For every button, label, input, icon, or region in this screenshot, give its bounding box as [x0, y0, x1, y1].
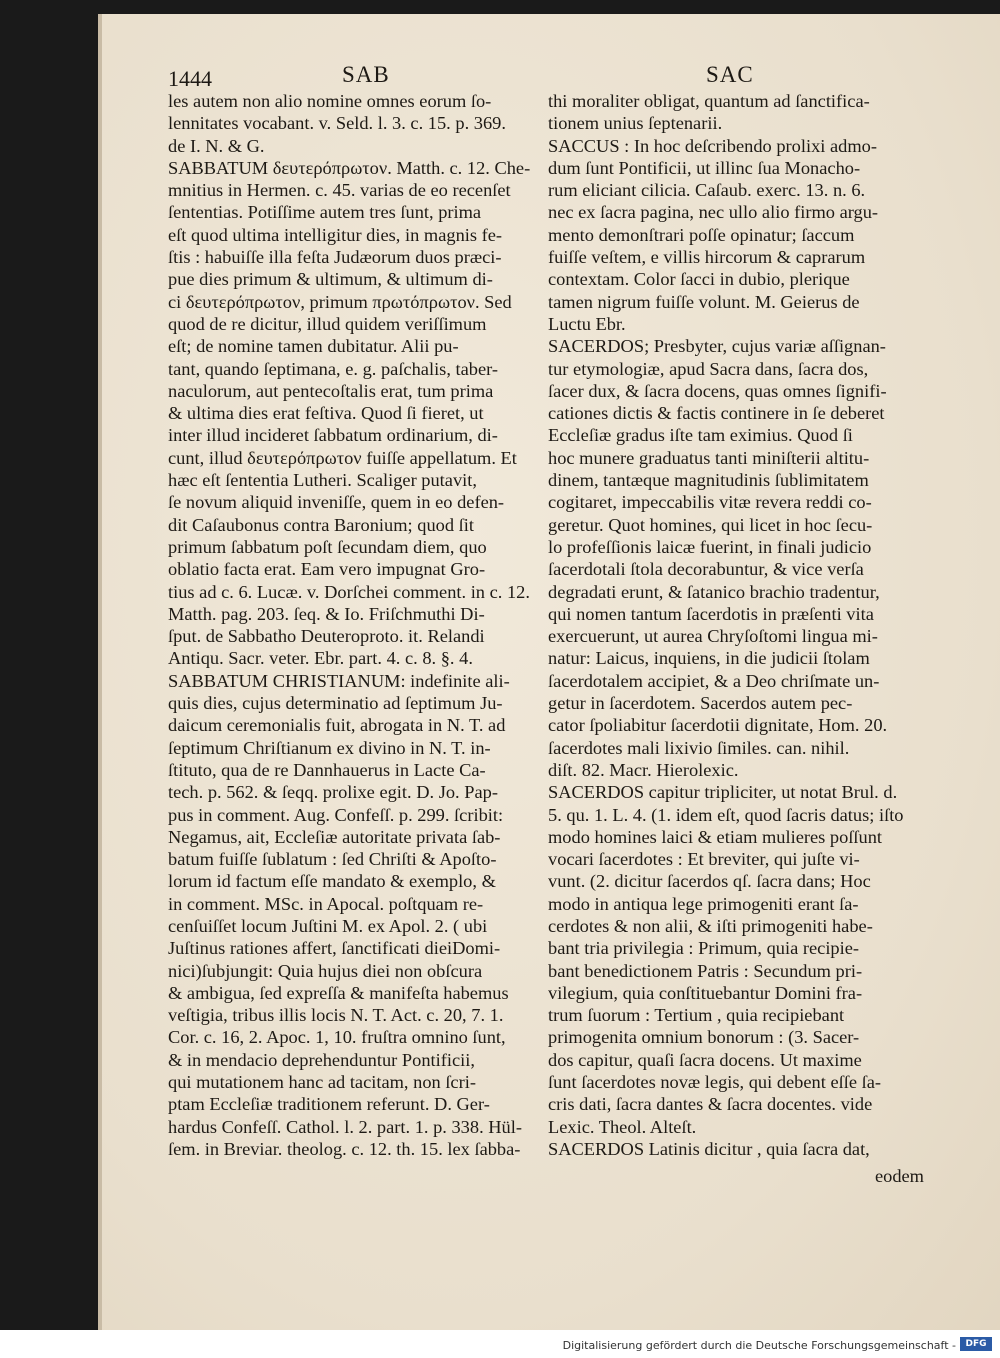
text-line: cunt, illud δευτερόπρωτον fuiſſe appellatum. Et [168, 447, 517, 468]
text-line: SACERDOS Latinis dicitur , quia ſacra dat, [548, 1138, 870, 1159]
text-line: tamen nigrum fuiſſe volunt. M. Geierus de [548, 291, 860, 312]
text-line: lennitates vocabant. v. Seld. l. 3. c. 15. p. 369. [168, 113, 506, 134]
text-line: naculorum, aut pentecoſtalis erat, tum prima [168, 380, 494, 401]
text-line: ſe novum aliquid inveniſſe, quem in eo defen- [168, 492, 505, 513]
text-line: 5. qu. 1. L. 4. (1. idem eſt, quod ſacris datus; iſto [548, 804, 904, 825]
text-line: ſtituto, qua de re Dannhauerus in Lacte Ca- [168, 759, 486, 780]
text-line: dos capitur, quaſi ſacra docens. Ut maxime [548, 1049, 862, 1070]
text-line: dit Caſaubonus contra Baronium; quod ſit [168, 514, 474, 535]
text-line: tionem unius ſeptenarii. [548, 113, 723, 134]
funding-credit: Digitalisierung gefördert durch die Deutsche Forschungsgemeinschaft - [562, 1339, 956, 1352]
text-line: diſt. 82. Macr. Hierolexic. [548, 759, 739, 780]
text-line: ſeptimum Chriſtianum ex divino in N. T. in- [168, 737, 491, 758]
text-line: tech. p. 562. & ſeqq. prolixe egit. D. Jo. Pap- [168, 782, 498, 803]
text-line: Eccleſiæ gradus iſte tam eximius. Quod ſi [548, 425, 853, 446]
text-line: Antiqu. Sacr. veter. Ebr. part. 4. c. 8. §. 4. [168, 648, 473, 669]
text-line: pus in comment. Aug. Confeſſ. p. 299. ſcribit: [168, 804, 504, 825]
text-line: cogitaret, impeccabilis vitæ revera reddi co- [548, 492, 872, 513]
text-line: quod de re dicitur, illud quidem veriſſimum [168, 313, 487, 334]
running-head-left: SAB [342, 62, 390, 87]
text-line: Juſtinus rationes affert, ſanctificati dieiDomi- [168, 938, 501, 959]
text-line: cationes dictis & factis continere in ſe deberet [548, 403, 885, 424]
text-line: trum ſuorum : Tertium , quia recipiebant [548, 1005, 845, 1026]
text-line: SACCUS : In hoc deſcribendo prolixi admo- [548, 135, 877, 156]
page-number: 1444 [168, 66, 212, 91]
text-line: rum eliciant cilicia. Caſaub. exerc. 13. n. 6. [548, 180, 866, 201]
running-head-right: SAC [706, 62, 754, 87]
text-line: bant tria privilegia : Primum, quia recipie- [548, 938, 860, 959]
catchword: eodem [874, 1166, 924, 1186]
text-line: mnitius in Hermen. c. 45. varias de eo recenſet [168, 180, 511, 201]
text-line: SABBATUM CHRISTIANUM: indefinite ali- [168, 670, 510, 691]
text-line: hoc munere graduatus tanti miniſterii altitu- [548, 447, 870, 468]
text-line: getur in ſacerdotem. Sacerdos autem pec- [548, 693, 853, 714]
text-line: oblatio facta erat. Eam vero impugnat Gro- [168, 559, 486, 580]
text-line: vocari ſacerdotes : Et breviter, qui juſte vi- [548, 849, 860, 870]
text-line: eſt quod ultima intelligitur dies, in magnis fe- [168, 224, 503, 245]
text-line: primogenita omnium bonorum : (3. Sacer- [548, 1027, 860, 1048]
text-line: in comment. MSc. in Apocal. poſtquam re- [168, 893, 484, 914]
text-line: daicum ceremonialis fuit, abrogata in N. T. ad [168, 715, 506, 736]
text-line: inter illud incideret ſabbatum ordinarium, di- [168, 425, 498, 446]
text-line: lorum id factum eſſe mandato & exemplo, & [168, 871, 496, 892]
text-line: nec ex ſacra pagina, nec ullo alio firmo argu- [548, 202, 879, 223]
text-line: cator ſpoliabitur ſacerdotii dignitate, Hom. 20. [548, 715, 888, 736]
text-line: cerdotes & non alii, & iſti primogeniti habe- [548, 915, 873, 936]
text-line: de I. N. & G. [168, 135, 265, 156]
text-line: ſput. de Sabbatho Deuteroproto. it. Relandi [168, 626, 485, 647]
text-line: & ultima dies erat feſtiva. Quod ſi fieret, ut [168, 403, 484, 424]
text-line: tur etymologiæ, apud Sacra dans, ſacra dos, [548, 358, 869, 379]
text-line: Lexic. Theol. Alteſt. [548, 1116, 697, 1137]
text-line: modo in antiqua lege primogeniti erant ſa- [548, 893, 859, 914]
text-line: Cor. c. 16, 2. Apoc. 1, 10. fruſtra omnino ſunt, [168, 1027, 506, 1048]
text-line: mento demonſtrari poſſe opinatur; ſaccum [548, 224, 855, 245]
text-line: SABBATUM δευτερόπρωτον. Matth. c. 12. Che- [168, 157, 531, 178]
text-line: ſacer dux, & ſacra docens, quas omnes ſignifi- [548, 380, 887, 401]
text-line: ſententias. Potiſſime autem tres ſunt, prima [168, 202, 482, 223]
page-gutter-edge [98, 14, 102, 1330]
text-line: Matth. pag. 203. ſeq. & Io. Friſchmuthi Di- [168, 603, 485, 624]
text-line: modo homines laici & etiam mulieres poſſunt [548, 826, 883, 847]
text-line: ſtis : habuiſſe illa feſta Judæorum duos præci- [168, 247, 502, 268]
digitization-footer [0, 1330, 1000, 1358]
text-line: veſtigia, tribus illis locis N. T. Act. c. 20, 7. 1. [168, 1005, 504, 1026]
text-line: ptam Eccleſiæ traditionem referunt. D. Ger- [168, 1094, 490, 1115]
text-line: degradati erunt, & ſatanico brachio tradentur, [548, 581, 880, 602]
text-line: ſacerdotalem accipiet, & a Deo chriſmate un- [548, 670, 880, 691]
text-line: dum ſunt Pontificii, ut illinc ſua Monacho- [548, 157, 861, 178]
text-line: qui mutationem hanc ad tacitam, non ſcri- [168, 1072, 476, 1093]
text-line: Luctu Ebr. [548, 313, 626, 334]
text-line: & in mendacio deprehenduntur Pontificii, [168, 1049, 475, 1070]
text-line: hæc eſt ſententia Lutheri. Scaliger putavit, [168, 470, 477, 491]
left-column [168, 90, 546, 1160]
text-line: qui nomen tantum ſacerdotis in præſenti vita [548, 603, 874, 624]
text-line: tius ad c. 6. Lucæ. v. Dorſchei comment. in c. 12. [168, 581, 530, 602]
text-line: bant benedictionem Patris : Secundum pri- [548, 960, 863, 981]
text-line: & ambigua, ſed expreſſa & manifeſta habemus [168, 982, 509, 1003]
text-line: tant, quando ſeptimana, e. g. paſchalis, taber- [168, 358, 499, 379]
text-line: batum fuiſſe ſublatum : ſed Chriſti & Apoſto- [168, 849, 497, 870]
text-line: contextam. Color ſacci in dubio, plerique [548, 269, 850, 290]
text-line: dinem, tantæque magnitudinis ſublimitatem [548, 470, 869, 491]
text-line: fuiſſe veſtem, e villis hircorum & caprarum [548, 247, 866, 268]
text-line: vunt. (2. dicitur ſacerdos qſ. ſacra dans; Hoc [548, 871, 871, 892]
text-line: pue dies primum & ultimum, & ultimum di- [168, 269, 493, 290]
right-column [548, 90, 928, 1160]
text-line: Negamus, ait, Eccleſiæ autoritate privata ſab- [168, 826, 501, 847]
dfg-logo: DFG [960, 1337, 992, 1351]
text-line: cris dati, ſacra dantes & ſacra docentes. vide [548, 1094, 873, 1115]
text-line: hardus Confeſſ. Cathol. l. 2. part. 1. p. 338. Hül- [168, 1116, 522, 1137]
text-line: primum ſabbatum poſt ſecundam diem, quo [168, 536, 487, 557]
text-line: SACERDOS capitur tripliciter, ut notat Brul. d. [548, 782, 898, 803]
text-line: lo profeſſionis laicæ fuerint, in finali judicio [548, 536, 872, 557]
text-line: SACERDOS; Presbyter, cujus variæ aſſignan- [548, 336, 886, 357]
text-line: ſem. in Breviar. theolog. c. 12. th. 15. lex ſabba- [168, 1138, 521, 1159]
text-line: ci δευτερόπρωτον, primum πρωτόπρωτον. Sed [168, 291, 512, 312]
text-line: thi moraliter obligat, quantum ad ſanctifica- [548, 91, 870, 111]
text-line: vilegium, quia conſtituebantur Domini fra- [548, 982, 863, 1003]
text-line: cenſuiſſet locum Juſtini M. ex Apol. 2. ( ubi [168, 915, 488, 936]
text-line: ſacerdotali ſtola decorabuntur, & vice verſa [548, 559, 864, 580]
text-line: quis dies, cujus determinatio ad ſeptimum Ju- [168, 693, 503, 714]
text-line: natur: Laicus, inquiens, in die judicii ſtolam [548, 648, 870, 669]
text-line: nici)ſubjungit: Quia hujus diei non obſcura [168, 960, 483, 981]
text-line: geretur. Quot homines, qui licet in hoc ſecu- [548, 514, 873, 535]
text-line: exercuerunt, ut aurea Chryſoſtomi lingua mi- [548, 626, 878, 647]
text-line: ſunt ſacerdotes novæ legis, qui debent eſſe ſa- [548, 1072, 881, 1093]
text-line: ſacerdotes mali lixivio ſimiles. can. nihil. [548, 737, 850, 758]
text-line: les autem non alio nomine omnes eorum ſo- [168, 91, 492, 111]
text-line: eſt; de nomine tamen dubitatur. Alii pu- [168, 336, 459, 357]
